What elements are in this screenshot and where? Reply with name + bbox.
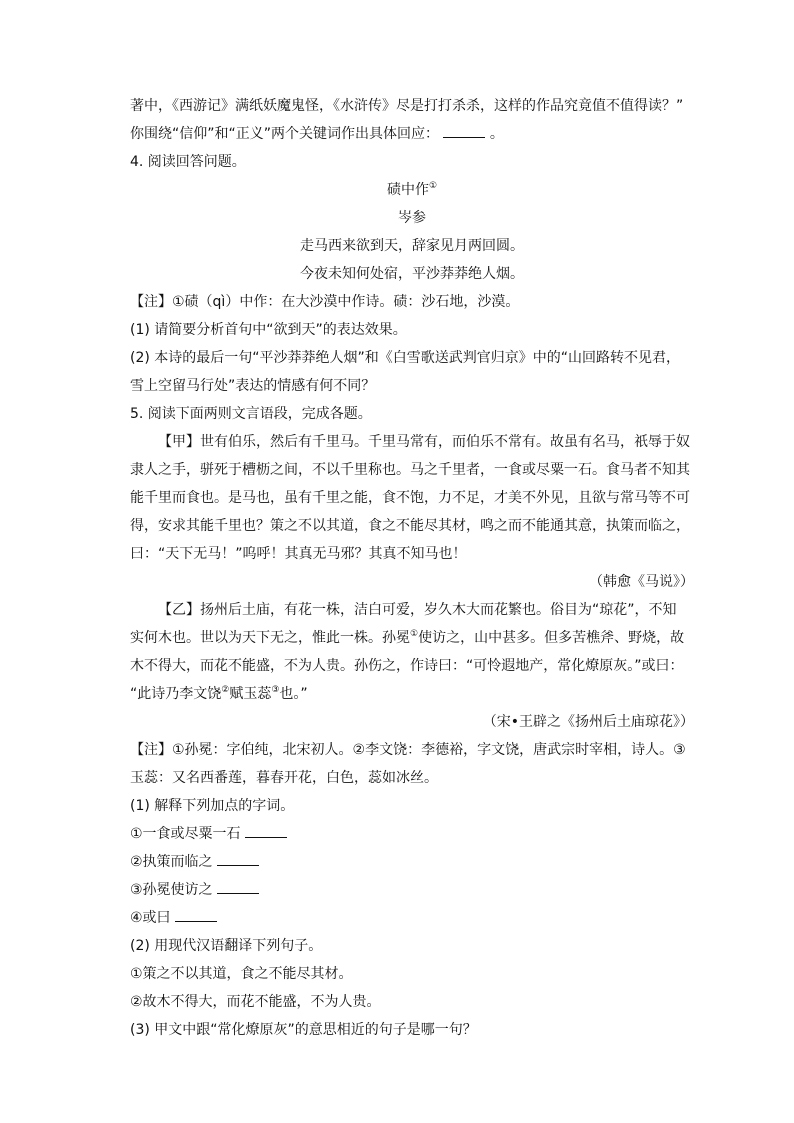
answer-blank[interactable]: [217, 876, 259, 894]
q5-subquestion-2: (2) 用现代汉语翻译下列句子。: [130, 938, 323, 954]
passage-jia-line: 得，安求其能千里也？策之不以其道，食之不能尽其材，鸣之而不能通其意，执策而临之，: [130, 518, 690, 534]
q5-heading: 5. 阅读下面两则文言语段，完成各题。: [130, 406, 372, 422]
answer-blank[interactable]: [245, 820, 287, 838]
q5-subquestion-1: (1) 解释下列加点的字词。: [130, 798, 295, 814]
vocab-item: [130, 876, 694, 904]
passage-jia-source: （韩愈《马说》）: [589, 574, 694, 590]
passage-yi-text: 使访之，山中甚多。但多苦樵斧、野烧，故: [418, 630, 685, 646]
passage-yi-text: 赋玉蕊: [229, 686, 272, 702]
q4-heading: 4. 阅读回答问题。: [130, 154, 246, 170]
passage-yi-text: 实何木也。世以为天下无之，惟此一株。孙冕: [130, 630, 410, 646]
answer-blank[interactable]: [175, 904, 217, 922]
passage-yi-text: “此诗乃李文饶: [130, 686, 222, 702]
passage-note-cont: 玉蕊：又名西番莲，暮春开花，白色，蕊如冰丝。: [130, 770, 438, 786]
footnote-mark: ①: [410, 629, 419, 639]
passage-jia-line: 能千里而食也。是马也，虽有千里之能，食不饱，力不足，才美不外见，且欲与常马等不可: [130, 490, 690, 506]
poem-verse: 今夜未知何处宿，平沙莽莽绝人烟。: [300, 266, 524, 282]
passage-note: 【注】①孙冕：字伯纯，北宋初人。②李文饶：李德裕，字文饶，唐武宗时宰相，诗人。③: [130, 742, 686, 758]
q3-prompt-text: 你围绕“信仰”和“正义”两个关键词作出具体回应：: [130, 126, 440, 142]
vocab-item: [130, 848, 694, 876]
q3-prompt-end: 。: [489, 126, 504, 142]
vocab-item-text: ③孙冕使访之: [130, 882, 213, 898]
passage-jia-line: 隶人之手，骈死于槽枥之间，不以千里称也。马之千里者，一食或尽粟一石。食马者不知其: [130, 462, 690, 478]
vocab-item-text: ②执策而临之: [130, 854, 213, 870]
poem-title-text: 碛中作: [386, 182, 429, 198]
page-content: [130, 92, 694, 1044]
q4-subquestion-2-cont: 雪上空留马行处”表达的情感有何不同？: [130, 378, 376, 394]
q5-subquestion-3: (3) 甲文中跟“常化燎原灰”的意思相近的句子是哪一句？: [130, 1022, 477, 1038]
passage-yi-line: 【乙】扬州后土庙，有花一株，洁白可爱，岁久木大而花繁也。俗目为“琼花”，不知: [158, 602, 677, 618]
footnote-mark: ③: [271, 685, 280, 695]
poem-title: [130, 176, 694, 204]
translation-item: ①策之不以其道，食之不能尽其材。: [130, 966, 353, 982]
vocab-item-text: ④或曰: [130, 910, 171, 926]
footnote-mark: ①: [428, 181, 438, 191]
answer-blank[interactable]: [443, 120, 485, 138]
passage-yi-line: 木不得大，而花不能盛，不为人贵。孙伤之，作诗曰：“可怜遐地产，常化燎原灰。”或曰：: [130, 658, 684, 674]
passage-yi-line: [130, 624, 694, 652]
vocab-item-text: ①一食或尽粟一石: [130, 826, 241, 842]
vocab-item: [130, 904, 694, 932]
translation-item: ②故木不得大，而花不能盛，不为人贵。: [130, 994, 381, 1010]
q4-subquestion-2: (2) 本诗的最后一句“平沙莽莽绝人烟”和《白雪歌送武判官归京》中的“山回路转不见君，: [130, 350, 681, 366]
vocab-item: [130, 820, 694, 848]
passage-yi-source: （宋•王辟之《扬州后土庙琼花》）: [482, 714, 694, 730]
poem-note: 【注】①碛（qì）中作：在大沙漠中作诗。碛：沙石地，沙漠。: [130, 294, 520, 310]
answer-blank[interactable]: [217, 848, 259, 866]
passage-yi-line: [130, 680, 694, 708]
passage-jia-line: 【甲】世有伯乐，然后有千里马。千里马常有，而伯乐不常有。故虽有名马，祇辱于奴: [158, 434, 690, 450]
q3-prompt-line: [130, 120, 694, 148]
passage-yi-text: 也。”: [279, 686, 308, 702]
q4-subquestion-1: (1) 请简要分析首句中“欲到天”的表达效果。: [130, 322, 407, 338]
footnote-mark: ②: [221, 685, 230, 695]
q3-text-line: 著中，《西游记》满纸妖魔鬼怪，《水浒传》尽是打打杀杀，这样的作品究竟值不值得读？”: [130, 98, 684, 114]
passage-jia-line: 曰：“天下无马！”呜呼！其真无马邪？其真不知马也！: [130, 546, 467, 562]
poem-verse: 走马西来欲到天，辞家见月两回圆。: [300, 238, 524, 254]
poem-author: 岑参: [398, 210, 426, 226]
